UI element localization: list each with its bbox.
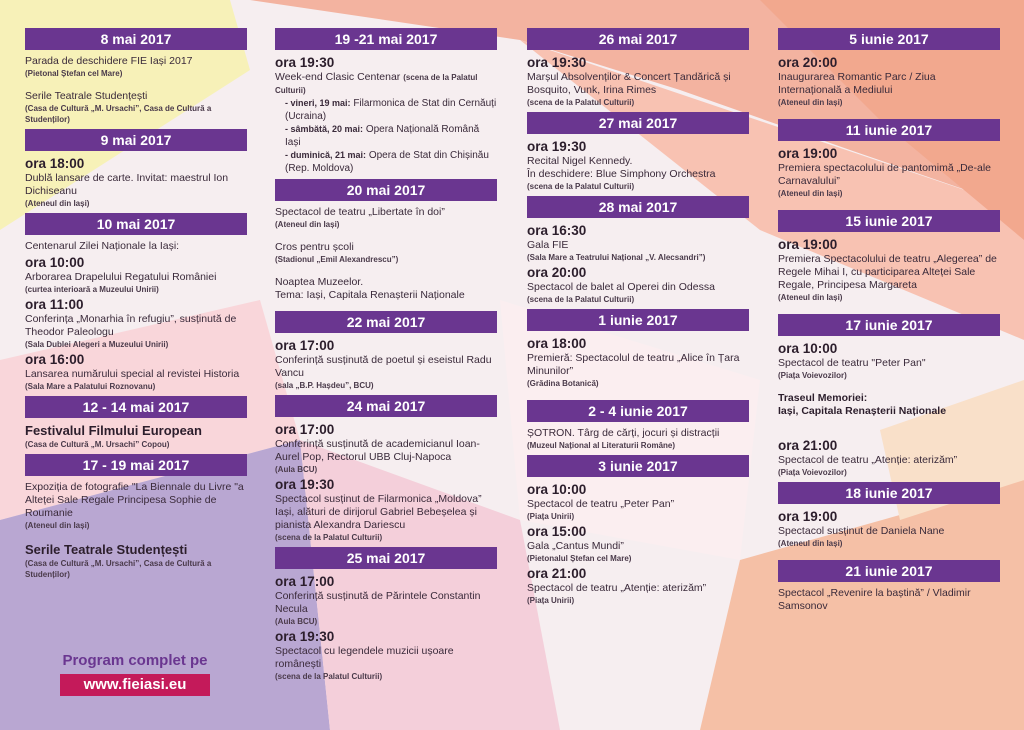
date-header: 28 mai 2017 [527, 196, 749, 218]
event-location: (Ateneul din Iași) [778, 293, 843, 302]
event-time: ora 21:00 [778, 438, 838, 453]
event-location: (Muzeul Național al Literaturii Române) [527, 441, 676, 450]
event-text: Premiera spectacolului de pantomimă „De-ale Carnavalului” [778, 162, 992, 187]
event-text: În deschidere: Blue Simphony Orchestra [527, 168, 716, 180]
event-title: Serile Teatrale Studențești [25, 542, 188, 557]
date-header: 11 iunie 2017 [778, 119, 1000, 141]
event-location: (Casa de Cultură „M. Ursachi” Copou) [25, 440, 170, 449]
date-header: 5 iunie 2017 [778, 28, 1000, 50]
event-location: (Ateneul din Iași) [778, 98, 843, 107]
column-3 [527, 24, 749, 608]
event-title: Festivalul Filmului European [25, 423, 202, 438]
event-location: (Aula BCU) [275, 465, 318, 474]
event-location: (Ateneul din Iași) [778, 189, 843, 198]
date-header: 27 mai 2017 [527, 112, 749, 134]
event-time: ora 17:00 [275, 574, 335, 589]
event-time: ora 19:30 [275, 629, 335, 644]
event-location: (Pietonalul Ștefan cel Mare) [527, 554, 632, 563]
date-header: 21 iunie 2017 [778, 560, 1000, 582]
event-time: ora 19:00 [778, 146, 838, 161]
event-subitem: - duminică, 21 mai: Opera de Stat din Chișinău (Rep. Moldova) [285, 150, 489, 174]
event-text: Arborarea Drapelului Regatului României [25, 271, 217, 283]
event-location: (sala „B.P. Hașdeu”, BCU) [275, 381, 374, 390]
event-text: Spectacol de teatru „Peter Pan” [527, 498, 675, 510]
event-time: ora 19:30 [527, 55, 587, 70]
event-time: ora 21:00 [527, 566, 587, 581]
date-header: 22 mai 2017 [275, 311, 497, 333]
event-location: (Grădina Botanică) [527, 379, 599, 388]
event-time: ora 16:00 [25, 352, 85, 367]
event-intro: Centenarul Zilei Naționale la Iași: [25, 240, 180, 252]
date-header: 12 - 14 mai 2017 [25, 396, 247, 418]
event-location: (Ateneul din Iași) [25, 521, 90, 530]
event-time: ora 20:00 [778, 55, 838, 70]
date-header: 17 iunie 2017 [778, 314, 1000, 336]
event-text: Parada de deschidere FIE Iași 2017 [25, 55, 193, 67]
date-header: 3 iunie 2017 [527, 455, 749, 477]
event-text: Conferința „Monarhia în refugiu”, susținută de Theodor Paleologu [25, 313, 237, 338]
event-text: Conferință susținută de academicianul Ioan-Aurel Pop, Rectorul UBB Cluj-Napoca [275, 438, 480, 463]
event-text: Conferință susținută de poetul și eseistul Radu Vancu [275, 354, 492, 379]
date-header: 10 mai 2017 [25, 213, 247, 235]
event-subitem: - sâmbătă, 20 mai: Opera Națională Română Iași [285, 124, 480, 148]
event-location: (scena de la Palatul Culturii) [275, 533, 383, 542]
event-location: (Ateneul din Iași) [778, 539, 843, 548]
event-location: (Stadionul „Emil Alexandrescu”) [275, 255, 399, 264]
event-text: Premiera Spectacolului de teatru „Alegerea” de Regele Mihai I, cu participarea Alteței Sale Regale, Principesa Margareta [778, 253, 997, 291]
event-location: (Piața Voievozilor) [778, 468, 847, 477]
event-text: Noaptea Muzeelor. [275, 276, 364, 288]
promo-text: Program complet pe [62, 652, 208, 669]
event-time: ora 11:00 [25, 297, 84, 312]
event-location: (Sala Mare a Palatului Roznovanu) [25, 382, 156, 391]
date-header: 20 mai 2017 [275, 179, 497, 201]
promo-block [60, 652, 210, 696]
event-text: Recital Nigel Kennedy. [527, 155, 633, 167]
column-1 [25, 24, 247, 582]
event-text: Tema: Iași, Capitala Renașterii Naționale [275, 289, 465, 301]
date-header: 1 iunie 2017 [527, 309, 749, 331]
event-time: ora 10:00 [527, 482, 587, 497]
event-location: (Piața Unirii) [527, 596, 575, 605]
event-text: Gala FIE [527, 239, 569, 251]
event-location: (Piața Unirii) [527, 512, 575, 521]
event-text: Dublă lansare de carte. Invitat: maestrul Ion Dichiseanu [25, 172, 229, 197]
event-subitem: - vineri, 19 mai: Filarmonica de Stat din Cernăuți (Ucraina) [285, 98, 497, 122]
event-time: ora 16:30 [527, 223, 587, 238]
event-time: ora 18:00 [25, 156, 85, 171]
event-text: Spectacol de teatru „Libertate în doi” [275, 206, 445, 218]
event-text: Spectacol de balet al Operei din Odessa [527, 281, 715, 293]
event-location: (Piața Voievozilor) [778, 371, 847, 380]
date-header: 24 mai 2017 [275, 395, 497, 417]
event-title: Iași, Capitala Renașterii Naționale [778, 405, 947, 417]
event-text: Spectacol „Revenire la baștină” / Vladimir Samsonov [778, 587, 971, 612]
event-location: (Sala Mare a Teatrului Național „V. Alecsandri”) [527, 253, 706, 262]
website-link[interactable]: www.fieiasi.eu [60, 674, 210, 696]
event-location: (Aula BCU) [275, 617, 318, 626]
event-location: (Ateneul din Iași) [275, 220, 340, 229]
event-text: Serile Teatrale Studențești [25, 90, 148, 102]
date-header: 19 -21 mai 2017 [275, 28, 497, 50]
event-time: ora 15:00 [527, 524, 587, 539]
column-2 [275, 24, 497, 684]
event-text: Gala „Cantus Mundi” [527, 540, 624, 552]
event-time: ora 19:00 [778, 509, 838, 524]
event-location: (scena de la Palatul Culturii) [275, 672, 383, 681]
event-text: ȘOTRON. Târg de cărți, jocuri și distracții [527, 427, 720, 439]
event-text: Spectacol cu legendele muzicii ușoare românești [275, 645, 454, 670]
event-text: Spectacol de teatru „Atenție: aterizăm” [778, 454, 958, 466]
event-location: (Sala Dublei Alegeri a Muzeului Unirii) [25, 340, 169, 349]
event-text: Spectacol susținut de Daniela Nane [778, 525, 945, 537]
event-text: Cros pentru școli [275, 241, 354, 253]
date-header: 18 iunie 2017 [778, 482, 1000, 504]
event-location: (scena de la Palatul Culturii) [527, 295, 635, 304]
event-text: Premieră: Spectacolul de teatru „Alice în Țara Minunilor” [527, 352, 740, 377]
event-time: ora 17:00 [275, 338, 335, 353]
event-time: ora 18:00 [527, 336, 587, 351]
event-location: (Pietonal Ștefan cel Mare) [25, 69, 123, 78]
event-time: ora 19:30 [275, 55, 335, 70]
event-text: Inaugurarea Romantic Parc / Ziua Internațională a Mediului [778, 71, 936, 96]
column-4 [778, 24, 1000, 613]
date-header: 26 mai 2017 [527, 28, 749, 50]
event-location: (scena de la Palatul Culturii) [527, 182, 635, 191]
event-text: Spectacol de teatru „Atenție: aterizăm” [527, 582, 707, 594]
event-text: Spectacol susținut de Filarmonica „Moldova” Iași, alături de dirijorul Gabriel Bebeșelea și pianista Alexandra Dariescu [275, 493, 482, 531]
date-header: 25 mai 2017 [275, 547, 497, 569]
event-location: (Casa de Cultură „M. Ursachi”, Casa de Cultură a Studenților) [25, 104, 212, 124]
event-text: Expoziția de fotografie "La Biennale du Livre "a Alteței Sale Regale Principesa Sophie de Roumanie [25, 481, 244, 519]
event-time: ora 20:00 [527, 265, 587, 280]
event-text: Marșul Absolvenților & Concert Țandărică și Bosquito, Vunk, Irina Rimes [527, 71, 731, 96]
date-header: 9 mai 2017 [25, 129, 247, 151]
event-location: (scena de la Palatul Culturii) [527, 98, 635, 107]
event-time: ora 10:00 [25, 255, 85, 270]
event-title: Traseul Memoriei: [778, 392, 868, 404]
date-header: 8 mai 2017 [25, 28, 247, 50]
event-location: (curtea interioară a Muzeului Unirii) [25, 285, 159, 294]
event-text: Conferință susținută de Părintele Constantin Necula [275, 590, 481, 615]
event-time: ora 19:30 [527, 139, 587, 154]
event-time: ora 17:00 [275, 422, 335, 437]
date-header: 15 iunie 2017 [778, 210, 1000, 232]
event-text: Spectacol de teatru "Peter Pan" [778, 357, 926, 369]
event-text: Lansarea numărului special al revistei Historia [25, 368, 240, 380]
date-header: 2 - 4 iunie 2017 [527, 400, 749, 422]
event-location: (Ateneul din Iași) [25, 199, 90, 208]
date-header: 17 - 19 mai 2017 [25, 454, 247, 476]
event-time: ora 10:00 [778, 341, 838, 356]
event-text: Week-end Clasic Centenar (scena de la Palatul Culturii) [275, 71, 478, 95]
event-location: (Casa de Cultură „M. Ursachi”, Casa de Cultură a Studenților) [25, 559, 212, 579]
event-time: ora 19:00 [778, 237, 838, 252]
event-time: ora 19:30 [275, 477, 335, 492]
